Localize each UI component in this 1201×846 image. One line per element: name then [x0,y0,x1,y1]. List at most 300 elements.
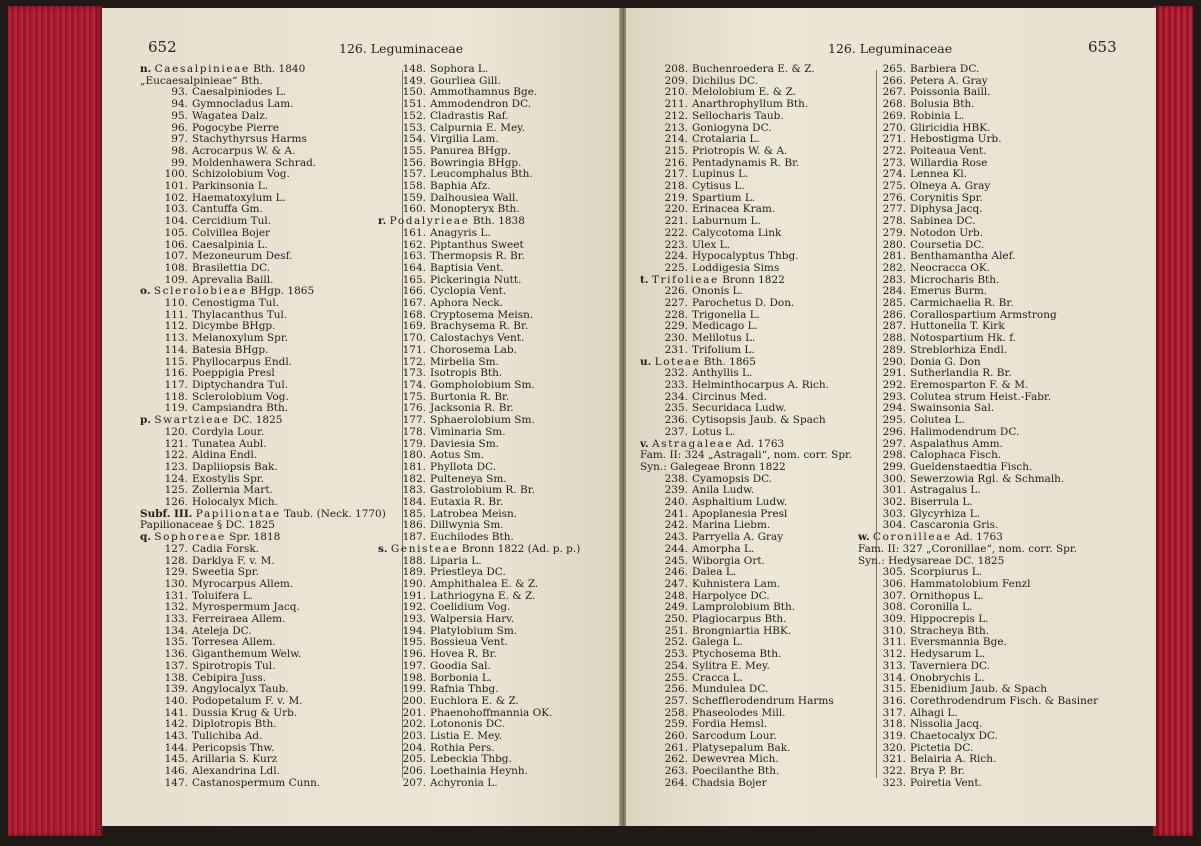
genus-name: Sylitra E. Mey. [692,659,770,672]
genus-number: 255. [664,671,688,684]
genus-number: 106. [164,238,188,251]
genus-number: 133. [164,613,188,626]
genus-name: Cebipira Juss. [192,671,267,684]
genus-number: 178. [402,425,426,438]
genus-number: 187. [402,531,426,544]
genus-name: Corallospartium Armstrong [910,308,1057,321]
genus-number: 268. [882,98,906,111]
genus-name: Holocalyx Mich. [192,496,278,509]
genus-number: 197. [402,659,426,672]
genus-number: 250. [664,613,688,626]
genus-name: Tunatea Aubl. [192,437,267,450]
genus-name: Poeppigia Presl [192,367,275,380]
genus-number: 189. [402,566,426,579]
genus-number: 319. [882,730,906,743]
genus-number: 278. [882,215,906,228]
genus-number: 316. [882,694,906,707]
genus-number: 193. [402,613,426,626]
genus-name: Buchenroedera E. & Z. [692,63,815,75]
tribe-authority: BHgp. 1865 [250,285,315,298]
genus-number: 247. [664,577,688,590]
genus-number: 242. [664,519,688,532]
genus-number: 101. [164,180,188,193]
genus-name: Mirbelia Sm. [430,355,499,368]
genus-name: Aldina Endl. [192,449,258,462]
genus-number: 314. [882,671,906,684]
genus-name: Corethrodendrum Fisch. & Basiner [910,694,1099,707]
genus-name: Platysepalum Bak. [692,741,791,754]
genus-name: Haematoxylum L. [192,191,286,204]
tribe-name: Loteae [654,355,701,368]
genus-number: 298. [882,449,906,462]
genus-number: 209. [664,74,688,87]
genus-number: 117. [164,378,188,391]
genus-name: Dicymbe BHgp. [192,320,276,333]
genus-name: Sabinea DC. [910,215,976,228]
genus-name: Brasilettia DC. [192,261,271,274]
genus-name: Securidaca Ludw. [692,402,787,415]
genus-name: Brongniartia HBK. [692,624,792,637]
genus-number: 238. [664,472,688,485]
genus-name: Priotropis W. & A. [692,144,788,157]
genus-name: Baptisia Vent. [430,261,504,274]
genus-number: 320. [882,741,906,754]
genus-number: 286. [882,308,906,321]
genus-number: 214. [664,133,688,146]
genus-name: Erinacea Kram. [692,203,776,216]
genus-name: Stracheya Bth. [910,624,990,637]
genus-name: Moldenhawera Schrad. [192,156,317,169]
genus-number: 125. [164,484,188,497]
genus-number: 138. [164,671,188,684]
genus-number: 310. [882,624,906,637]
genus-name: Colutea L. [910,414,965,427]
genus-number: 225. [664,261,688,274]
genus-name: Eremosparton F. & M. [910,378,1029,391]
genus-number: 177. [402,414,426,427]
genus-name: Aspalathus Amm. [910,437,1003,450]
genus-name: Borbonia L. [430,671,493,684]
genus-name: Ebenidium Jaub. & Spach [910,683,1047,696]
genus-number: 294. [882,402,906,415]
genus-number: 270. [882,121,906,134]
genus-name: Dalea L. [692,566,737,579]
genus-name: Pentadynamis R. Br. [692,156,800,169]
genus-name: Tulichiba Ad. [192,730,263,743]
genus-number: 213. [664,121,688,134]
genus-number: 230. [664,332,688,345]
genus-number: 140. [164,694,188,707]
genus-name: Caesalpinia L. [192,238,268,251]
genus-number: 309. [882,613,906,626]
left-column-2 [378,64,580,790]
genus-number: 285. [882,297,906,310]
tribe-key: p. [140,414,151,427]
genus-name: Eversmannia Bge. [910,636,1007,649]
genus-number: 176. [402,402,426,415]
genus-name: Schizolobium Vog. [192,168,290,181]
genus-name: Sutherlandia R. Br. [910,367,1012,380]
genus-name: Goniogyna DC. [692,121,772,134]
genus-name: Sewerzowia Rgl. & Schmalh. [910,472,1065,485]
genus-number: 279. [882,226,906,239]
tribe-key: n. [140,63,152,75]
genus-name: Mezoneurum Desf. [192,250,293,263]
tribe-authority: Taub. (Neck. 1770) [283,507,386,520]
genus-entry [640,661,852,673]
genus-name: Huttonella T. Kirk [910,320,1005,333]
genus-number: 218. [664,180,688,193]
genus-number: 236. [664,414,688,427]
genus-number: 207. [402,776,426,789]
genus-name: Ononis L. [692,285,743,298]
genus-name: Cadia Forsk. [192,542,260,555]
genus-name: Toluifera L. [192,589,254,602]
genus-number: 166. [402,285,426,298]
genus-number: 128. [164,554,188,567]
genus-number: 306. [882,577,906,590]
genus-name: Poiteaua Vent. [910,144,987,157]
genus-name: Dalhousiea Wall. [430,191,519,204]
genus-name: Cenostigma Tul. [192,297,280,310]
genus-number: 271. [882,133,906,146]
genus-number: 159. [402,191,426,204]
genus-number: 98. [171,144,188,157]
tribe-key: v. [640,437,649,450]
genus-name: Schefflerodendrum Harms [692,694,834,707]
genus-name: Swainsonia Sal. [910,402,995,415]
genus-number: 288. [882,332,906,345]
genus-name: Aotus Sm. [430,449,485,462]
genus-number: 147. [164,776,188,789]
genus-number: 137. [164,659,188,672]
synonym-line: Syn.: Galegeae Bronn 1822 [640,460,786,473]
tribe-name: Astragaleae [652,437,734,450]
genus-number: 164. [402,261,426,274]
genus-name: Cytisopsis Jaub. & Spach [692,414,826,427]
genus-number: 224. [664,250,688,263]
tribe-key: r. [378,215,387,228]
genus-name: Anila Ludw. [692,484,755,497]
right-page [626,8,1156,826]
genus-number: 169. [402,320,426,333]
genus-name: Melilotus L. [692,332,756,345]
genus-number: 245. [664,554,688,567]
genus-name: Batesia BHgp. [192,343,269,356]
genus-number: 299. [882,460,906,473]
genus-number: 192. [402,601,426,614]
genus-number: 280. [882,238,906,251]
genus-number: 260. [664,730,688,743]
genus-number: 217. [664,168,688,181]
genus-name: Mundulea DC. [692,683,769,696]
right-column-2 [858,64,1098,790]
genus-name: Diplotropis Bth. [192,718,277,731]
genus-number: 145. [164,753,188,766]
genus-name: Thylacanthus Tul. [192,308,288,321]
genus-name: Wagatea Dalz. [192,109,269,122]
genus-number: 182. [402,472,426,485]
genus-number: 172. [402,355,426,368]
page-number-left: 652 [148,38,177,56]
genus-number: 252. [664,636,688,649]
genus-number: 94. [171,98,188,111]
genus-name: Lupinus L. [692,168,749,181]
genus-number: 112. [164,320,188,333]
genus-number: 248. [664,589,688,602]
genus-name: Plagiocarpus Bth. [692,613,787,626]
genus-name: Parochetus D. Don. [692,297,795,310]
genus-name: Barbiera DC. [910,63,980,75]
genus-number: 277. [882,203,906,216]
genus-number: 171. [402,343,426,356]
genus-entry [640,778,852,790]
genus-name: Ferreiraea Allem. [192,613,286,626]
genus-number: 267. [882,86,906,99]
genus-name: Cantuffa Gm. [192,203,263,216]
genus-number: 282. [882,261,906,274]
genus-name: Leucomphalus Bth. [430,168,533,181]
genus-number: 220. [664,203,688,216]
genus-name: Microcharis Bth. [910,273,1000,286]
genus-name: Halimodendrum DC. [910,425,1020,438]
genus-number: 149. [402,74,426,87]
genus-name: Cordyla Lour. [192,425,265,438]
genus-name: Sphaerolobium Sm. [430,414,535,427]
genus-number: 244. [664,542,688,555]
genus-number: 123. [164,460,188,473]
genus-name: Dewevrea Mich. [692,753,779,766]
genus-number: 295. [882,414,906,427]
genus-number: 305. [882,566,906,579]
genus-number: 292. [882,378,906,391]
genus-entry [858,696,1098,708]
genus-name: Gymnocladus Lam. [192,98,294,111]
tribe-name: Coronilleae [872,531,952,544]
genus-number: 165. [402,273,426,286]
genus-name: Cyclopia Vent. [430,285,507,298]
genus-name: Calycotoma Link [692,226,782,239]
synonym-line: „Eucaesalpinieae“ Bth. [140,74,263,87]
genus-name: Spartium L. [692,191,756,204]
genus-number: 228. [664,308,688,321]
genus-number: 194. [402,624,426,637]
genus-name: Ammothamnus Bge. [430,86,538,99]
genus-name: Melanoxylum Spr. [192,332,289,345]
genus-number: 266. [882,74,906,87]
tribe-authority: Bth. 1840 [253,63,306,75]
genus-number: 258. [664,706,688,719]
genus-number: 229. [664,320,688,333]
genus-number: 179. [402,437,426,450]
genus-name: Anarthrophyllum Bth. [692,98,809,111]
genus-entry [378,778,580,790]
genus-name: Pickeringia Nutt. [430,273,522,286]
left-column-1 [140,64,386,790]
genus-number: 173. [402,367,426,380]
genus-name: Gourliea Gill. [430,74,501,87]
genus-name: Dichilus DC. [692,74,759,87]
genus-number: 251. [664,624,688,637]
genus-number: 146. [164,765,188,778]
genus-name: Torresea Allem. [192,636,276,649]
left-page [102,8,620,826]
genus-name: Phaseolodes Mill. [692,706,786,719]
genus-number: 215. [664,144,688,157]
genus-name: Anthyllis L. [692,367,753,380]
genus-number: 100. [164,168,188,181]
genus-name: Ornithopus L. [910,589,984,602]
genus-name: Lennea Kl. [910,168,968,181]
genus-number: 110. [164,297,188,310]
genus-number: 186. [402,519,426,532]
genus-name: Notospartium Hk. f. [910,332,1017,345]
tribe-name: Sophoreae [154,531,226,544]
genus-number: 158. [402,180,426,193]
genus-name: Calpurnia E. Mey. [430,121,526,134]
genus-name: Brya P. Br. [910,765,965,778]
genus-number: 181. [402,460,426,473]
tribe-name: Podalyrieae [389,215,470,228]
genus-name: Glycyrhiza L. [910,507,981,520]
genus-name: Phyllocarpus Endl. [192,355,293,368]
genus-number: 103. [164,203,188,216]
genus-name: Rothia Pers. [430,741,495,754]
tribe-name: Swartzieae [154,414,230,427]
genus-number: 104. [164,215,188,228]
tribe-authority: Bronn 1822 (Ad. p. p.) [461,542,581,555]
genus-number: 115. [164,355,188,368]
genus-number: 196. [402,648,426,661]
genus-name: Diptychandra Tul. [192,378,289,391]
genus-name: Scorpiurus L. [910,566,983,579]
genus-name: Rafnia Thbg. [430,683,499,696]
genus-number: 144. [164,741,188,754]
genus-name: Achyronia L. [430,776,498,789]
tribe-key: t. [640,273,649,286]
tribe-name: Papilionatae [195,507,281,520]
genus-name: Cladrastis Raf. [430,109,509,122]
running-head-right: 126. Leguminaceae [828,41,953,56]
genus-number: 290. [882,355,906,368]
genus-number: 274. [882,168,906,181]
genus-number: 170. [402,332,426,345]
genus-name: Hovea R. Br. [430,648,497,661]
genus-name: Hebostigma Urb. [910,133,1002,146]
genus-number: 206. [402,765,426,778]
tribe-name: Genisteae [390,542,459,555]
genus-number: 139. [164,683,188,696]
tribe-heading [140,64,386,76]
genus-number: 240. [664,496,688,509]
genus-name: Wiborgia Ort. [692,554,765,567]
genus-number: 155. [402,144,426,157]
genus-name: Colutea strum Heist.-Fabr. [910,390,1052,403]
genus-name: Amorpha L. [692,542,755,555]
genus-name: Eutaxia R. Br. [430,496,504,509]
genus-name: Aphora Neck. [430,297,503,310]
genus-number: 211. [664,98,688,111]
genus-number: 131. [164,589,188,602]
synonym-line: Fam. II: 327 „Coronillae“, nom. corr. Spr. [858,542,1078,555]
genus-name: Ateleja DC. [192,624,252,637]
genus-number: 122. [164,449,188,462]
genus-number: 322. [882,765,906,778]
tribe-authority: Ad. 1763 [736,437,785,450]
genus-name: Onobrychis L. [910,671,985,684]
genus-name: Coelidium Vog. [430,601,511,614]
genus-name: Latrobea Meisn. [430,507,518,520]
genus-name: Piptanthus Sweet [430,238,524,251]
genus-number: 237. [664,425,688,438]
genus-number: 154. [402,133,426,146]
genus-name: Phyllota DC. [430,460,497,473]
genus-number: 227. [664,297,688,310]
genus-name: Notodon Urb. [910,226,984,239]
genus-number: 204. [402,741,426,754]
genus-entry [640,228,852,240]
genus-number: 323. [882,776,906,789]
tribe-authority: DC. 1825 [232,414,283,427]
running-head-left: 126. Leguminaceae [339,41,464,56]
genus-number: 235. [664,402,688,415]
genus-name: Benthamantha Alef. [910,250,1016,263]
tribe-authority: Bth. 1838 [472,215,525,228]
genus-name: Virgilia Lam. [430,133,499,146]
genus-number: 203. [402,730,426,743]
genus-number: 99. [171,156,188,169]
genus-name: Viminaria Sm. [430,425,506,438]
genus-name: Euchlora E. & Z. [430,694,519,707]
genus-number: 150. [402,86,426,99]
genus-name: Sclerolobium Vog. [192,390,289,403]
genus-name: Cyamopsis DC. [692,472,773,485]
genus-name: Calostachys Vent. [430,332,525,345]
genus-number: 118. [164,390,188,403]
genus-number: 257. [664,694,688,707]
genus-number: 249. [664,601,688,614]
genus-name: Jacksonia R. Br. [430,402,514,415]
genus-number: 161. [402,226,426,239]
genus-name: Myrospermum Jacq. [192,601,300,614]
genus-number: 126. [164,496,188,509]
tribe-name: Sclerolobieae [153,285,248,298]
genus-number: 153. [402,121,426,134]
genus-number: 114. [164,343,188,356]
genus-name: Panurea BHgp. [430,144,511,157]
genus-name: Aprevalia Baill. [192,273,274,286]
genus-name: Podopetalum F. v. M. [192,694,303,707]
genus-name: Walpersia Harv. [430,613,515,626]
genus-number: 97. [171,133,188,146]
genus-number: 156. [402,156,426,169]
genus-name: Hippocrepis L. [910,613,989,626]
genus-name: Exostylis Spr. [192,472,265,485]
genus-number: 201. [402,706,426,719]
genus-number: 105. [164,226,188,239]
genus-number: 308. [882,601,906,614]
genus-name: Circinus Med. [692,390,767,403]
genus-number: 184. [402,496,426,509]
genus-number: 222. [664,226,688,239]
genus-number: 127. [164,542,188,555]
genus-name: Ammodendron DC. [430,98,532,111]
genus-number: 190. [402,577,426,590]
genus-name: Pictetia DC. [910,741,974,754]
genus-number: 185. [402,507,426,520]
genus-name: Hammatolobium Fenzl [910,577,1031,590]
genus-name: Pericopsis Thw. [192,741,275,754]
